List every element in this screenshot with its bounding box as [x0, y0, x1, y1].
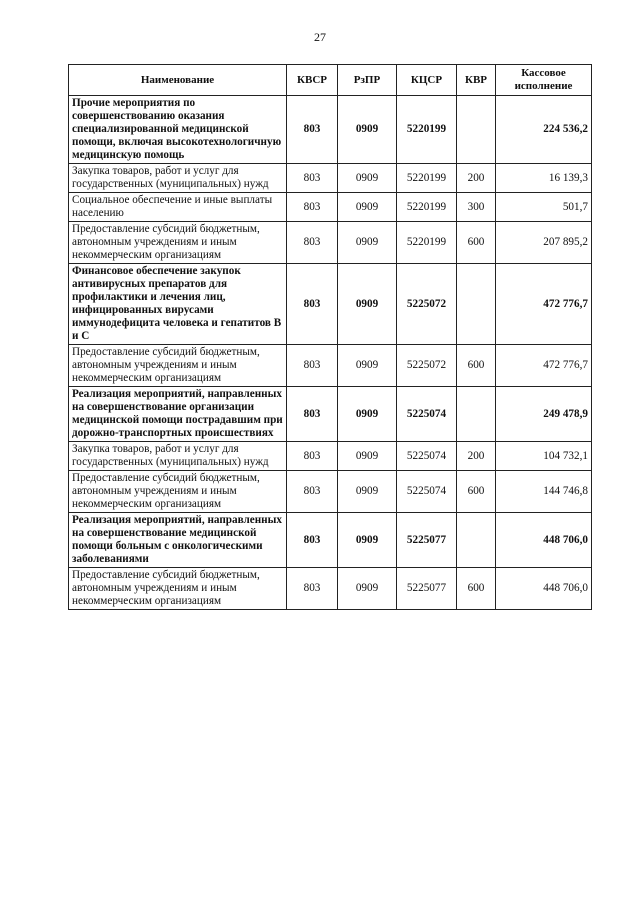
- cell-kvsr: 803: [287, 345, 338, 387]
- cell-name: Реализация мероприятий, направленных на совершенствование медицинской помощи больным с онкологическими заболеваниями: [69, 513, 287, 568]
- cell-name: Прочие мероприятия по совершенствованию оказания специализированной медицинской помощи, включая высокотехнологичную медицинскую помощь: [69, 96, 287, 164]
- cell-kvsr: 803: [287, 568, 338, 610]
- header-name: Наименование: [69, 65, 287, 96]
- cell-name: Предоставление субсидий бюджетным, автономным учреждениям и иным некоммерческим организациям: [69, 345, 287, 387]
- cell-amount: 16 139,3: [496, 164, 592, 193]
- cell-kvr: [457, 387, 496, 442]
- cell-rzpr: 0909: [338, 345, 397, 387]
- cell-kcsr: 5220199: [397, 164, 457, 193]
- cell-kcsr: 5225072: [397, 345, 457, 387]
- table-row: [69, 387, 592, 442]
- cell-name: Финансовое обеспечение закупок антивирусных препаратов для профилактики и лечения лиц, инфицированных вирусами иммунодефицита человека и гепатитов В и С: [69, 264, 287, 345]
- cell-kcsr: 5225072: [397, 264, 457, 345]
- table-row: [69, 345, 592, 387]
- cell-amount: 501,7: [496, 193, 592, 222]
- cell-kvsr: 803: [287, 264, 338, 345]
- cell-kvr: 300: [457, 193, 496, 222]
- cell-kcsr: 5225077: [397, 513, 457, 568]
- table-row: [69, 164, 592, 193]
- cell-kvsr: 803: [287, 164, 338, 193]
- cell-rzpr: 0909: [338, 513, 397, 568]
- cell-name: Закупка товаров, работ и услуг для государственных (муниципальных) нужд: [69, 164, 287, 193]
- cell-kvr: [457, 513, 496, 568]
- cell-kvsr: 803: [287, 193, 338, 222]
- cell-name: Социальное обеспечение и иные выплаты населению: [69, 193, 287, 222]
- table-row: [69, 222, 592, 264]
- cell-rzpr: 0909: [338, 96, 397, 164]
- table-row: [69, 513, 592, 568]
- cell-kcsr: 5225077: [397, 568, 457, 610]
- cell-kvr: [457, 264, 496, 345]
- cell-name: Предоставление субсидий бюджетным, автономным учреждениям и иным некоммерческим организациям: [69, 568, 287, 610]
- cell-name: Закупка товаров, работ и услуг для государственных (муниципальных) нужд: [69, 442, 287, 471]
- cell-amount: 224 536,2: [496, 96, 592, 164]
- table-row: [69, 442, 592, 471]
- cell-kcsr: 5220199: [397, 193, 457, 222]
- cell-kcsr: 5225074: [397, 471, 457, 513]
- table-row: [69, 568, 592, 610]
- cell-amount: 472 776,7: [496, 264, 592, 345]
- cell-amount: 207 895,2: [496, 222, 592, 264]
- cell-rzpr: 0909: [338, 222, 397, 264]
- cell-rzpr: 0909: [338, 387, 397, 442]
- cell-kvsr: 803: [287, 387, 338, 442]
- budget-table: [68, 64, 592, 610]
- cell-name: Реализация мероприятий, направленных на совершенствование организации медицинской помощи пострадавшим при дорожно-транспортных происшествиях: [69, 387, 287, 442]
- cell-amount: 249 478,9: [496, 387, 592, 442]
- cell-kvr: 600: [457, 568, 496, 610]
- cell-kcsr: 5225074: [397, 387, 457, 442]
- cell-kvr: 600: [457, 222, 496, 264]
- cell-kvsr: 803: [287, 442, 338, 471]
- cell-rzpr: 0909: [338, 471, 397, 513]
- table-row: [69, 96, 592, 164]
- cell-name: Предоставление субсидий бюджетным, автономным учреждениям и иным некоммерческим организациям: [69, 222, 287, 264]
- header-amount: Кассовое исполнение: [496, 65, 592, 96]
- cell-rzpr: 0909: [338, 264, 397, 345]
- table-row: [69, 471, 592, 513]
- page-number: 27: [314, 30, 326, 44]
- table-body: [69, 96, 592, 610]
- cell-kvr: 600: [457, 345, 496, 387]
- table-row: [69, 193, 592, 222]
- cell-kvsr: 803: [287, 96, 338, 164]
- header-kvr: КВР: [457, 65, 496, 96]
- cell-rzpr: 0909: [338, 568, 397, 610]
- header-kcsr: КЦСР: [397, 65, 457, 96]
- cell-kvr: 600: [457, 471, 496, 513]
- cell-amount: 104 732,1: [496, 442, 592, 471]
- cell-rzpr: 0909: [338, 193, 397, 222]
- cell-kvr: [457, 96, 496, 164]
- cell-amount: 448 706,0: [496, 513, 592, 568]
- cell-kcsr: 5220199: [397, 96, 457, 164]
- cell-amount: 448 706,0: [496, 568, 592, 610]
- cell-kvsr: 803: [287, 471, 338, 513]
- cell-kvr: 200: [457, 164, 496, 193]
- cell-kcsr: 5220199: [397, 222, 457, 264]
- header-kvsr: КВСР: [287, 65, 338, 96]
- cell-kvsr: 803: [287, 222, 338, 264]
- cell-amount: 144 746,8: [496, 471, 592, 513]
- cell-kcsr: 5225074: [397, 442, 457, 471]
- cell-kvsr: 803: [287, 513, 338, 568]
- header-rzpr: РзПР: [338, 65, 397, 96]
- cell-rzpr: 0909: [338, 164, 397, 193]
- cell-amount: 472 776,7: [496, 345, 592, 387]
- cell-kvr: 200: [457, 442, 496, 471]
- table-row: [69, 264, 592, 345]
- cell-rzpr: 0909: [338, 442, 397, 471]
- cell-name: Предоставление субсидий бюджетным, автономным учреждениям и иным некоммерческим организациям: [69, 471, 287, 513]
- table-header-row: [69, 65, 592, 96]
